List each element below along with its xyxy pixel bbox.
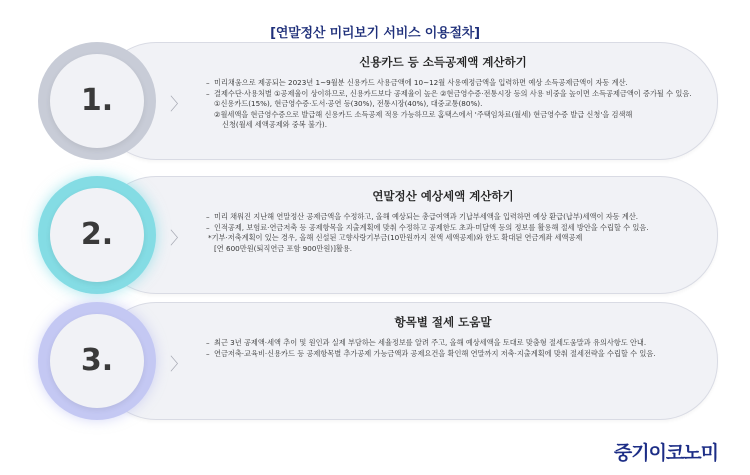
- bullet-item: – 결제수단·사용처별 ①공제율이 상이하므로, 신용카드보다 공제율이 높은 ②현금영수증·전통시장 등의 사용 비중을 높이면 소득공제금액이 증가될 수 있음.: [206, 88, 692, 98]
- step-body: [206, 338, 698, 359]
- step-heading: 신용카드 등 소득공제액 계산하기: [359, 55, 527, 69]
- brand-logo: 중기이코노미: [613, 442, 718, 464]
- chevron-right-icon: 〉: [170, 95, 187, 115]
- step-heading: 연말정산 예상세액 계산하기: [372, 189, 514, 203]
- step-card-1: [38, 42, 718, 160]
- sub-note: ①신용카드(15%), 현금영수증·도서·공연 등(30%), 전통시장(40%), 대중교통(80%).: [214, 99, 483, 108]
- bullet-item: – 연금저축·교육비·신용카드 등 공제항목별 추가공제 가능금액과 공제요건을 확인해 연말까지 저축·지출계획에 맞춰 절세전략을 수립할 수 있음.: [206, 348, 656, 358]
- bullet-item: – 미리 채워진 지난해 연말정산 공제금액을 수정하고, 올해 예상되는 총급여액과 기납부세액을 입력하면 예상 환급(납부)세액이 자동 계산.: [206, 212, 639, 221]
- step-number-ring: [38, 42, 156, 160]
- sub-note: 신청(월세 세액공제와 중복 불가).: [222, 120, 328, 129]
- bullet-item: – 인적공제, 보험료·연금저축 등 공제항목을 지출계획에 맞춰 수정하고 공제한도 초과·미달액 등의 정보를 활용해 절세 방안을 수립할 수 있음.: [206, 222, 649, 232]
- sub-note: ②월세액을 현금영수증으로 발급해 신용카드 소득공제 적용 가능하므로 홈택스에서 '주택임차료(월세) 현금영수증 발급 신청'을 검색해: [214, 109, 633, 119]
- step-number: 2.: [80, 217, 114, 252]
- bullet-item: – 미리채움으로 제공되는 2023년 1~9월분 신용카드 사용금액에 10~12월 사용예정금액을 입력하면 예상 소득공제금액이 자동 계산.: [206, 78, 628, 87]
- chevron-right-icon: 〉: [170, 229, 187, 249]
- page-title: [연말정산 미리보기 서비스 이용절차]: [270, 26, 480, 41]
- step-heading: 항목별 절세 도움말: [394, 315, 492, 329]
- footnote: *기부·저축계획이 있는 경우, 올해 신설된 고향사랑기부금(10만원까지 전액 세액공제)와 한도 확대된 연금계좌 세액공제: [208, 233, 583, 242]
- step-number-ring: [38, 302, 156, 420]
- step-body: [206, 212, 698, 254]
- step-number: 3.: [80, 343, 114, 378]
- step-card-2: [38, 176, 718, 294]
- step-number: 1.: [80, 83, 114, 118]
- sub-note: [연 600만원(퇴직연금 포함 900만원)]활용.: [214, 243, 353, 253]
- bullet-item: – 최근 3년 공제액·세액 추이 및 원인과 실제 부담하는 세율정보를 알려 주고, 올해 예상세액을 토대로 맞춤형 절세도움말과 유의사항도 안내.: [206, 338, 647, 347]
- step-card-3: [38, 302, 718, 420]
- step-body: [206, 78, 698, 131]
- chevron-right-icon: 〉: [170, 355, 187, 375]
- step-number-ring: [38, 176, 156, 294]
